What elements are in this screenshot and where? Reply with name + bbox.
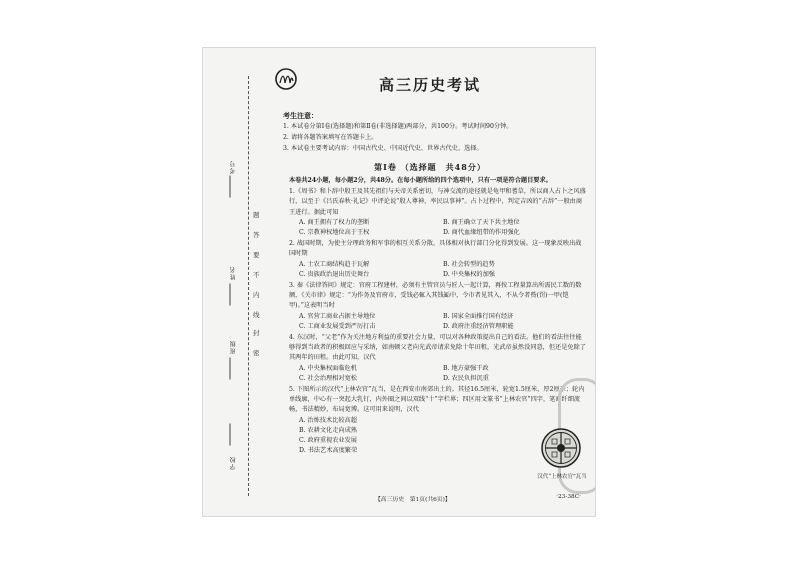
option-c[interactable]: C. 工商业发展受到严厉打击 (299, 322, 376, 330)
question-stem: 3. 秦《法律答问》规定：官府工程建材，必须有主管官员与匠人一起计算，再按工程量算出所需民工数的数额，《关市律》规定：“为作务及官府市，受钱必辄入其钱缿中，令市者见其入，不从令者赀(罚)一甲(铠甲)。”这表明当时 (289, 282, 582, 310)
question-2 (289, 239, 587, 280)
paper-code: ·23-38C· (556, 494, 581, 500)
seal-line (248, 76, 249, 496)
page-number: 【高三历史 第1页(共6页)】 (375, 497, 451, 503)
option-a[interactable]: A. 士农工商结构趋于瓦解 (299, 260, 370, 268)
question-stem: 2. 战国时期，为使主分理政务和军事的相互关系分散，具体相对执行部门分化得到发展。这一现象反映出战国时期 (289, 240, 582, 258)
binding-margin (203, 48, 265, 516)
option-d[interactable]: D. 中央集权的加强 (443, 270, 495, 278)
class-label: 班级 (230, 340, 237, 354)
option-d[interactable]: D. 商代血缘纽带的作用强化 (443, 229, 520, 237)
option-b[interactable]: B. 社会转型的趋势 (443, 260, 495, 268)
question-4 (289, 333, 587, 384)
option-b[interactable]: B. 地方豪强干政 (443, 364, 489, 372)
notice-item: 2. 请将各题答案填写在答题卡上。 (283, 134, 378, 141)
option-b[interactable]: B. 国家全面推行国有经济 (443, 312, 514, 320)
seal-char: 密 (253, 349, 260, 357)
notice-title: 考生注意： (283, 111, 318, 120)
option-d[interactable]: D. 书法艺术高度繁荣 (299, 447, 358, 455)
notice-item: 3. 本试卷主要考试内容：中国古代史、中国近代史、世界古代史、选择。 (283, 145, 483, 152)
exam-sheet (203, 48, 595, 516)
option-b[interactable]: B. 商王确立了天下共主地位 (443, 218, 520, 226)
question-stem: 5. 下图所示的汉代“上林农官”瓦当，是在西安市南郊出土的。其径16.5厘米，轮宽1.5厘米，厚2厘米；轮内单线廓，中心有一突起大乳钉，内外圈之间以双线“十”字栏界；四区用文篆书“上林农官”四字，笔画纤细流畅，书法精妙，布局宽博。这可用来说明，汉代 (289, 386, 585, 414)
question-3 (289, 281, 587, 332)
name-label: 姓名 (230, 266, 237, 280)
exam-no-field[interactable] (230, 176, 231, 198)
option-c[interactable]: C. 贵族政治退出历史舞台 (299, 270, 370, 278)
option-d[interactable]: D. 政府注重经济管理职能 (443, 322, 514, 330)
school-field[interactable] (230, 424, 231, 446)
option-a[interactable]: A. 中央集权面临危机 (299, 364, 357, 372)
option-a[interactable]: A. 治炼技术比较高超 (299, 416, 357, 424)
eave-tile-image (541, 428, 581, 468)
question-stem: 1.《周书》和卜辞中殷王及其先祖们与天帝关系密切，与神交流的途径就是龟甲和蓍草，所以商人占卜之风盛行，以至于《吕氏春秋·礼记》中评论说“殷人尊神，率民以事神”。占卜过程中，判定吉凶的“占辞”一般由商王进行。据此可知 (289, 188, 586, 216)
exam-no-label: 考号 (230, 160, 237, 174)
image-caption: 汉代“上林农官”瓦当 (537, 474, 587, 480)
seal-char: 线 (253, 311, 260, 319)
option-b[interactable]: B. 农耕文化走向成熟 (299, 426, 357, 434)
seal-char: 封 (253, 329, 260, 337)
option-d[interactable]: D. 农民负担沉重 (443, 374, 489, 382)
seal-char: 内 (253, 291, 260, 299)
option-c[interactable]: C. 政府重视农业发展 (299, 437, 357, 445)
seal-char: 不 (253, 271, 260, 279)
seal-char: 题 (253, 211, 260, 219)
question-1 (289, 187, 587, 238)
seal-char: 答 (253, 231, 260, 239)
school-label: 学校 (230, 456, 237, 470)
section-heading: 第Ⅰ卷 （选择题 共48分） (374, 162, 486, 172)
class-field[interactable] (230, 358, 231, 380)
option-a[interactable]: A. 官营工商业占据主导地位 (299, 312, 376, 320)
notice-item: 1. 本试卷分第Ⅰ卷(选择题)和第Ⅱ卷(非选择题)两部分，共100分。考试时间90分钟。 (283, 123, 513, 130)
page-title: 高三历史考试 (378, 76, 481, 94)
option-c[interactable]: C. 宗教神权地位高于王权 (299, 229, 370, 237)
seal-char: 要 (253, 251, 260, 259)
question-list (289, 176, 587, 456)
name-field[interactable] (230, 284, 231, 306)
option-c[interactable]: C. 社会治理相对宽松 (299, 374, 357, 382)
exam-notice (283, 110, 583, 154)
instructions: 本卷共24小题，每小题2分，共48分。在每小题所给的四个选项中，只有一项是符合题目要求。 (289, 177, 552, 184)
question-stem: 4. 东汉时，“父老”作为关注地方利益的重要社会力量，可以对各种政策提出自己的看法。他们的看法往往能够得到当政者的积极回应与采纳，如南顿父老向光武帝请求免除十年田租，光武帝虽然没同意，但还是免除了其两年的田租。由此可知，汉代 (289, 334, 586, 362)
option-a[interactable]: A. 商王拥有了权力的垄断 (299, 218, 370, 226)
